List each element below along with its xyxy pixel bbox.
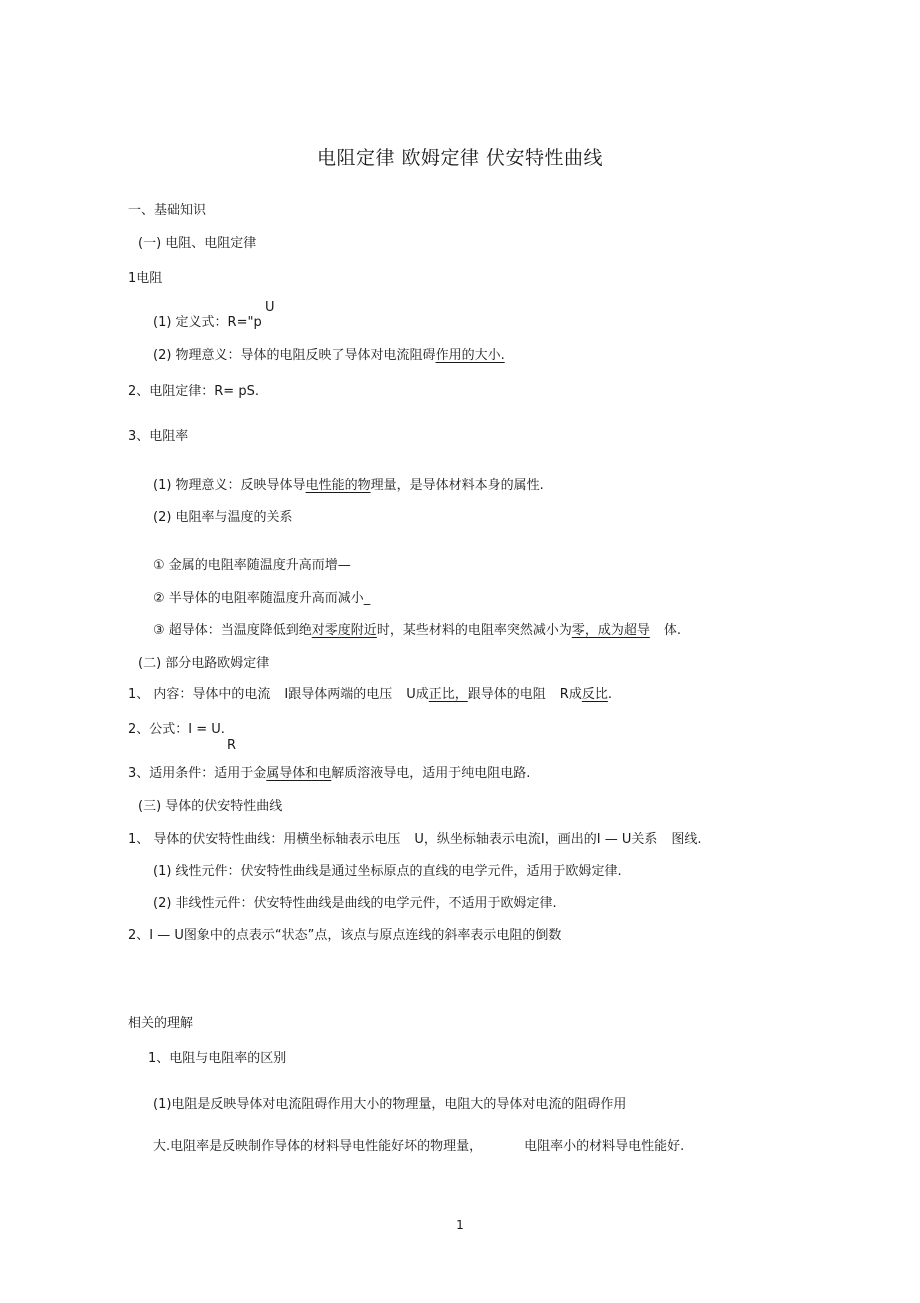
iv-graph-point: 2、I — U图象中的点表示“状态”点，该点与原点连线的斜率表示电阻的倒数 bbox=[128, 928, 562, 943]
page-number: 1 bbox=[456, 1218, 464, 1232]
definition-formula: (1) 定义式：R="p bbox=[153, 315, 262, 330]
linear-element: (1) 线性元件：伏安特性曲线是通过坐标原点的直线的电学元件，适用于欧姆定律. bbox=[153, 864, 622, 879]
page-title: 电阻定律 欧姆定律 伏安特性曲线 bbox=[316, 147, 604, 169]
resistance-law: 2、电阻定律：R= pS. bbox=[128, 384, 259, 399]
paragraph-line-2: 大.电阻率是反映制作导体的材料导电性能好坏的物理量， 电阻率小的材料导电性能好. bbox=[153, 1139, 685, 1154]
resistivity-temperature: (2) 电阻率与温度的关系 bbox=[153, 510, 293, 525]
paragraph-line-1: (1)电阻是反映导体对电流阻碍作用大小的物理量，电阻大的导体对电流的阻碍作用 bbox=[153, 1097, 627, 1112]
item-resistance: 1电阻 bbox=[128, 271, 163, 286]
semiconductor-resistivity: ② 半导体的电阻率随温度升高而减小_ bbox=[153, 591, 371, 606]
ohm-conditions: 3、适用条件：适用于金属导体和电解质溶液导电，适用于纯电阻电路. bbox=[128, 766, 531, 781]
nonlinear-element: (2) 非线性元件：伏安特性曲线是曲线的电学元件，不适用于欧姆定律. bbox=[153, 896, 557, 911]
physical-meaning-resistance: (2) 物理意义：导体的电阻反映了导体对电流阻碍作用的大小. bbox=[153, 348, 505, 363]
subsection-heading-iv: (三) 导体的伏安特性曲线 bbox=[138, 799, 283, 814]
ohm-content: 1、 内容：导体中的电流 I跟导体两端的电压 U成正比，跟导体的电阻 R成反比. bbox=[128, 687, 612, 702]
ohm-formula: 2、公式：I = U. bbox=[128, 722, 225, 737]
subsection-heading-ohm: (二) 部分电路欧姆定律 bbox=[138, 656, 270, 671]
iv-curve-definition: 1、 导体的伏安特性曲线：用横坐标轴表示电压 U，纵坐标轴表示电流I，画出的I — U关系 图线. bbox=[128, 832, 702, 847]
physical-meaning-resistivity: (1) 物理意义：反映导体导电性能的物理量，是导体材料本身的属性. bbox=[153, 478, 544, 493]
item-difference: 1、电阻与电阻率的区别 bbox=[148, 1051, 287, 1066]
formula-denominator-r: R bbox=[227, 738, 237, 753]
superconductor: ③ 超导体：当温度降低到绝对零度附近时，某些材料的电阻率突然减小为零，成为超导 体. bbox=[153, 623, 681, 638]
formula-superscript-u: U bbox=[265, 300, 275, 315]
section-heading-understanding: 相关的理解 bbox=[128, 1016, 194, 1031]
item-resistivity: 3、电阻率 bbox=[128, 429, 189, 444]
section-heading-basics: 一、基础知识 bbox=[128, 203, 207, 218]
subsection-heading-resistance: (一) 电阻、电阻定律 bbox=[138, 236, 257, 251]
metal-resistivity: ① 金属的电阻率随温度升高而增— bbox=[153, 558, 351, 573]
